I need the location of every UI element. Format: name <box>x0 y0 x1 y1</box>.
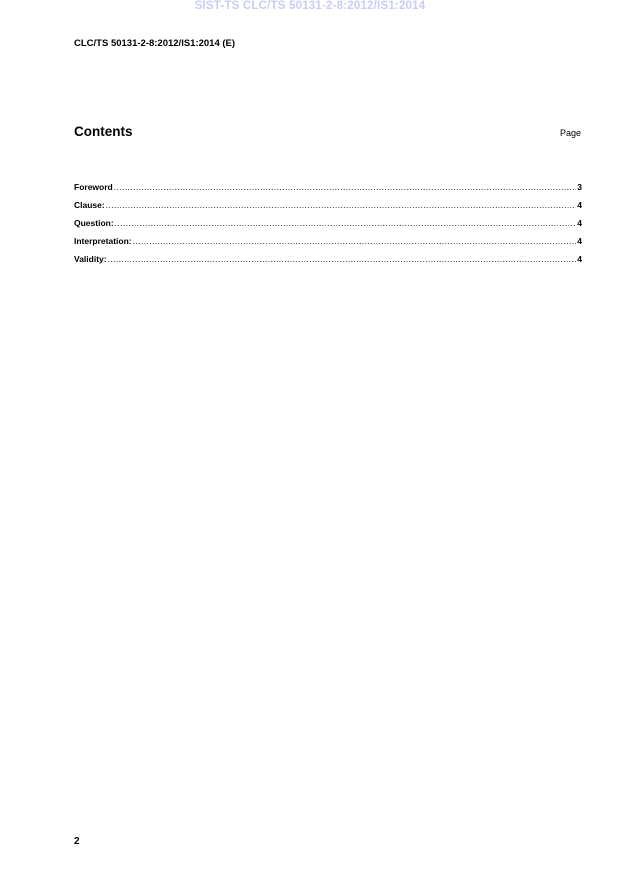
contents-heading: Contents <box>74 124 133 139</box>
page-number: 2 <box>74 836 80 847</box>
toc-dot-leader <box>108 254 577 264</box>
watermark: SIST-TS CLC/TS 50131-2-8:2012/IS1:2014 <box>194 0 426 12</box>
toc-entry-label: Question: <box>74 218 114 228</box>
toc-entry-clause[interactable] <box>74 200 582 218</box>
toc-entry-page: 3 <box>577 182 582 192</box>
page-column-label: Page <box>559 128 581 138</box>
toc-dot-leader <box>114 182 577 192</box>
toc-entry-validity[interactable] <box>74 254 582 272</box>
toc-entry-page: 4 <box>577 254 582 264</box>
toc-entry-label: Interpretation: <box>74 236 132 246</box>
toc-dot-leader <box>133 236 577 246</box>
toc-dot-leader <box>115 218 577 228</box>
toc-entry-foreword[interactable] <box>74 182 582 200</box>
table-of-contents <box>74 182 582 272</box>
toc-entry-page: 4 <box>577 200 582 210</box>
toc-entry-label: Clause: <box>74 200 105 210</box>
document-id: CLC/TS 50131-2-8:2012/IS1:2014 (E) <box>74 38 236 49</box>
toc-entry-label: Validity: <box>74 254 107 264</box>
toc-dot-leader <box>106 200 577 210</box>
toc-entry-question[interactable] <box>74 218 582 236</box>
toc-entry-page: 4 <box>577 236 582 246</box>
toc-entry-label: Foreword <box>74 182 113 192</box>
toc-entry-interpretation[interactable] <box>74 236 582 254</box>
toc-entry-page: 4 <box>577 218 582 228</box>
